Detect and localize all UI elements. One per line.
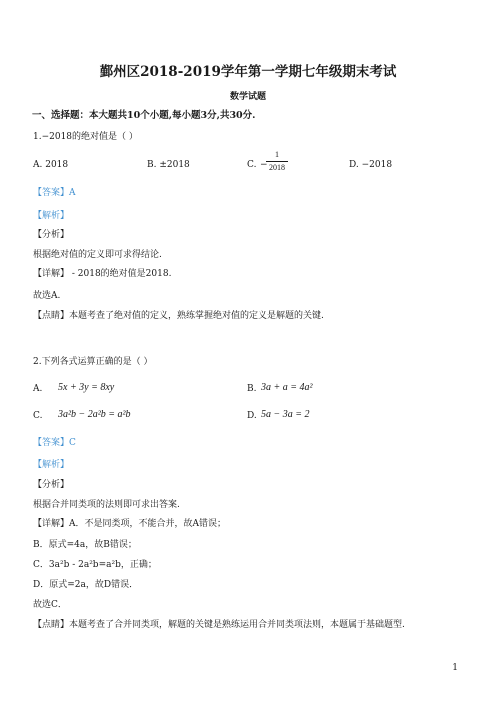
- q1-comment: 【点睛】本题考查了绝对值的定义，熟练掌握绝对值的定义是解题的关键.: [33, 311, 324, 321]
- q2-line-c: C．3a²b - 2a²b=a²b，正确；: [33, 560, 157, 570]
- q2-fenxi-tag: 【分析】: [33, 480, 70, 490]
- q1-option-c-fraction: [266, 150, 288, 173]
- q2-analysis-tag: 【解析】: [33, 460, 70, 470]
- q1-analysis-tag: 【解析】: [33, 211, 70, 221]
- q2-option-a-label: A.: [33, 384, 43, 394]
- q2-line-d: D．原式=2a，故D错误．: [33, 580, 139, 590]
- q1-fenxi-tag: 【分析】: [33, 230, 70, 240]
- q1-choose: 故选A.: [33, 291, 61, 301]
- q2-answer: 【答案】C: [33, 438, 76, 448]
- q2-option-d-expr: 5a − 3a = 2: [261, 409, 310, 420]
- q2-comment: 【点睛】本题考查了合并同类项，解题的关键是熟练运用合并同类项法则，本题属于基础题型.: [33, 620, 405, 630]
- q1-detail: 【详解】 - 2018的绝对值是2018.: [33, 269, 172, 279]
- q1-question: 1.−2018的绝对值是（ ）: [33, 132, 138, 142]
- q1-option-c-sign: −: [260, 160, 268, 170]
- fraction-numerator: 1: [275, 150, 279, 159]
- q2-question: 2.下列各式运算正确的是（ ）: [33, 357, 153, 367]
- page-number: 1: [452, 663, 458, 673]
- q1-fenxi-text: 根据绝对值的定义即可求得结论.: [33, 250, 162, 260]
- page-title: 鄞州区2018-2019学年第一学期七年级期末考试: [99, 64, 397, 80]
- q2-line-b: B．原式=4a，故B错误；: [33, 540, 137, 550]
- q2-option-d-label: D.: [247, 411, 257, 421]
- q1-option-b: B. ±2018: [147, 160, 190, 170]
- q1-option-d: D. −2018: [349, 160, 393, 170]
- q2-option-b-expr: 3a + a = 4a²: [261, 382, 313, 393]
- q2-option-c-expr: 3a²b − 2a²b = a²b: [58, 409, 131, 420]
- q2-option-c-label: C.: [33, 411, 43, 421]
- fraction-bar: [266, 161, 288, 162]
- page-subtitle: 数学试题: [229, 92, 266, 102]
- fraction-denominator: 2018: [269, 163, 285, 172]
- q2-option-b-label: B.: [247, 384, 257, 394]
- q1-option-a: A. 2018: [33, 160, 69, 170]
- q1-answer: 【答案】A: [33, 188, 76, 198]
- q1-option-c-label: C.: [247, 160, 257, 170]
- q2-option-a-expr: 5x + 3y = 8xy: [58, 382, 115, 393]
- section-heading: 一、选择题：本大题共10个小题,每小题3分,共30分.: [32, 110, 256, 121]
- q2-choose: 故选C．: [33, 600, 67, 610]
- q2-fenxi-text: 根据合并同类项的法则即可求出答案.: [33, 500, 180, 510]
- q2-detail: 【详解】A．不是同类项，不能合并，故A错误；: [33, 519, 227, 529]
